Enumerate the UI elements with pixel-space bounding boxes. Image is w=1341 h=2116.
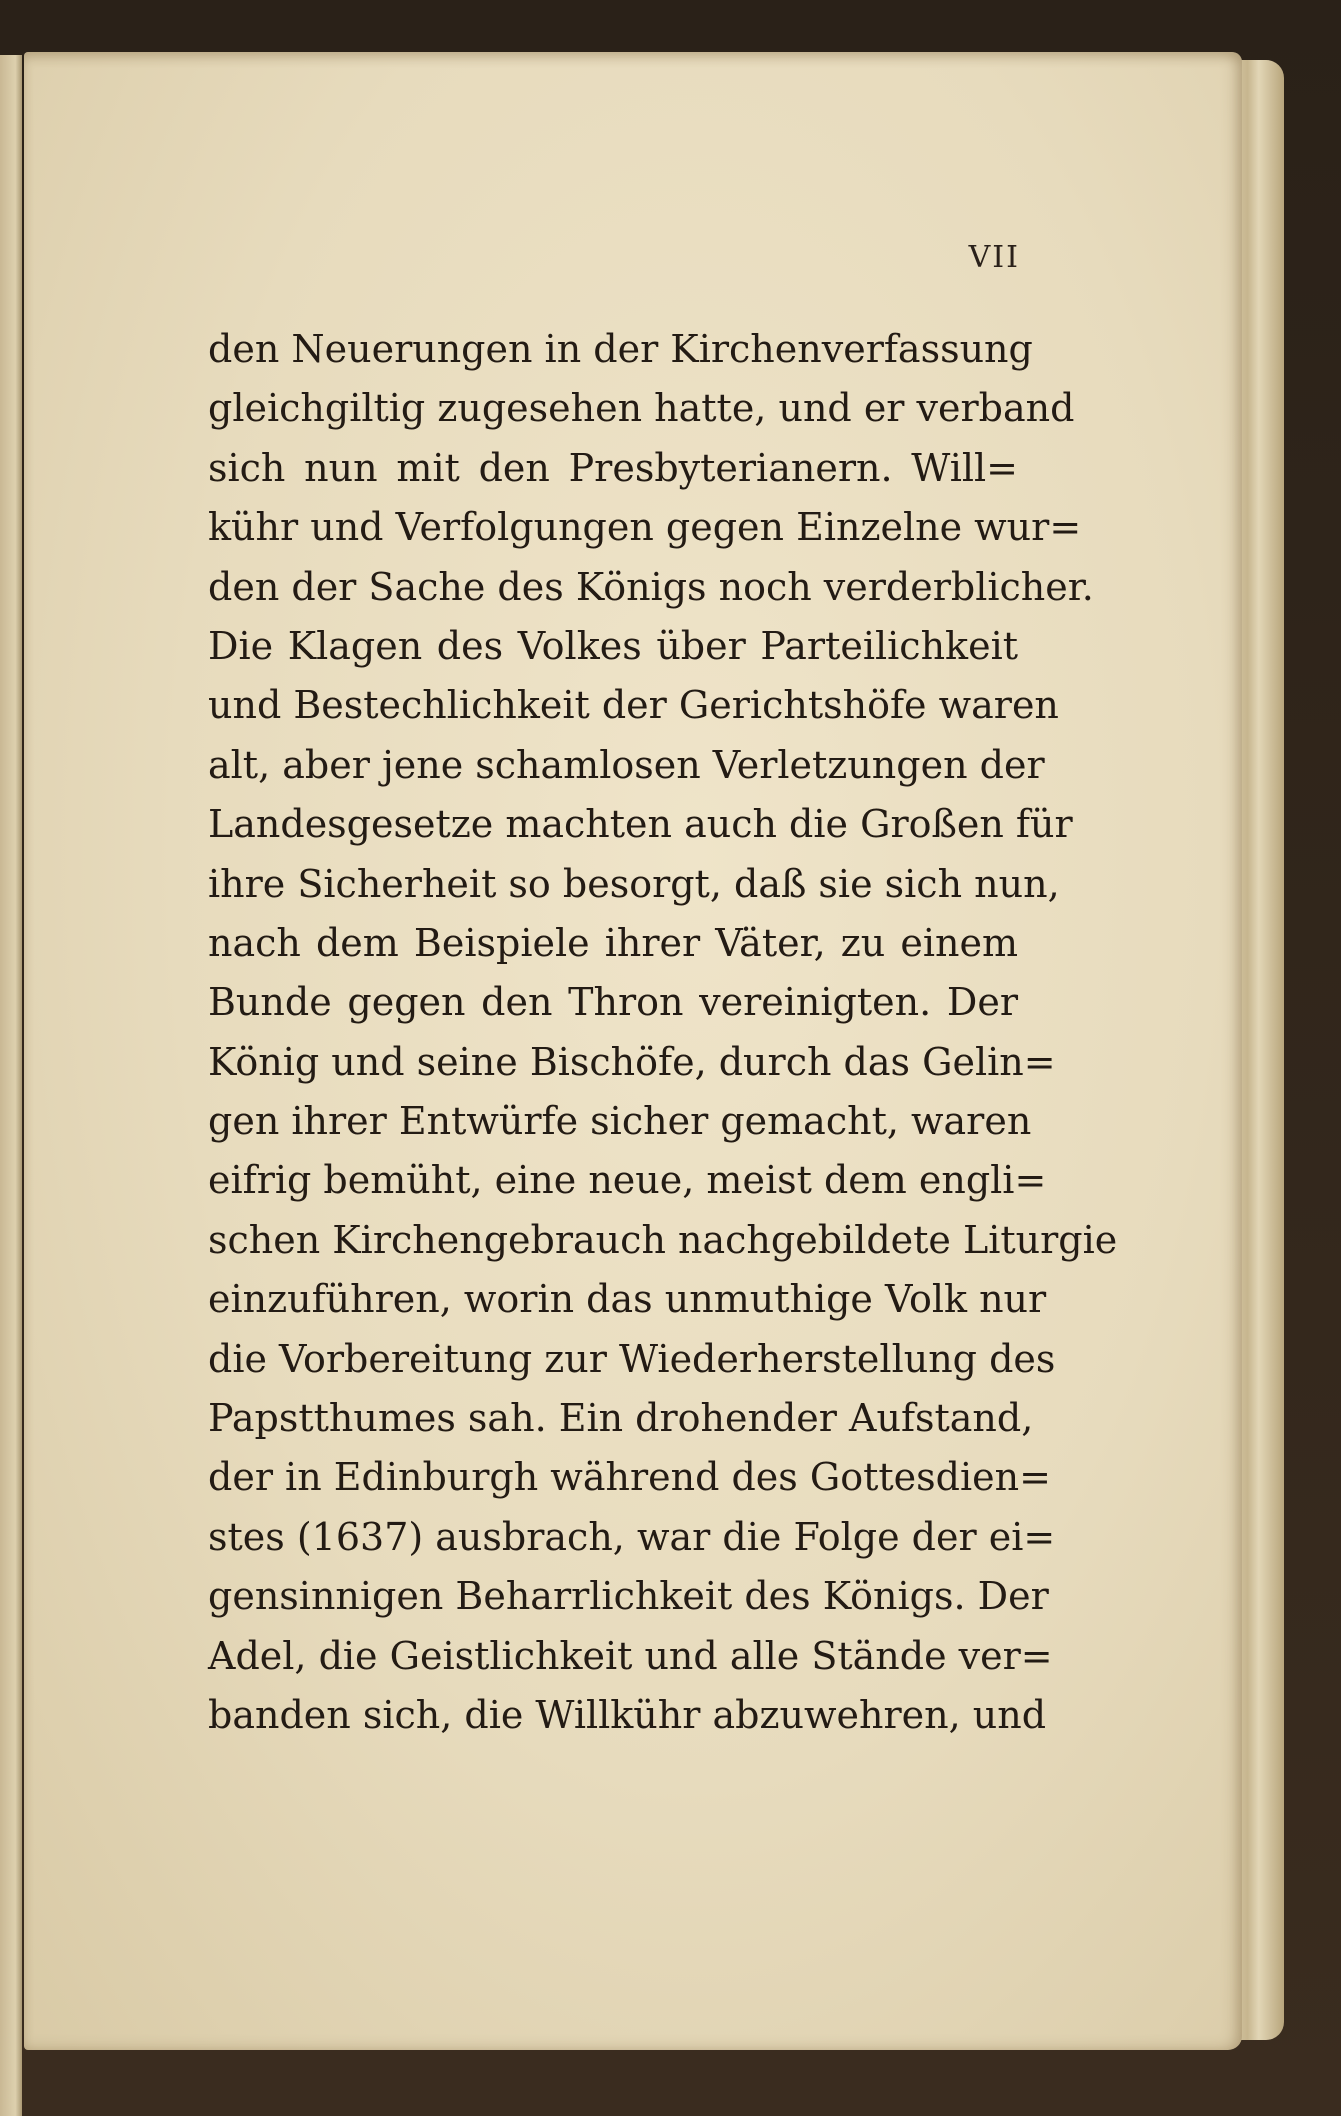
- text-line: die Vorbereitung zur Wiederherstellung des: [208, 1336, 1056, 1381]
- text-line: einzuführen, worin das unmuthige Volk nur: [208, 1277, 1047, 1322]
- text-line: den Neuerungen in der Kirchenverfassung: [208, 327, 1033, 371]
- text-line: gen ihrer Entwürfe sicher gemacht, waren: [208, 1099, 1032, 1144]
- text-line: Bunde gegen den Thron vereinigten. Der: [208, 980, 1018, 1025]
- body-text: [208, 320, 1118, 1745]
- text-line: der in Edinburgh während des Gottesdien=: [208, 1455, 1051, 1500]
- text-line: Papstthumes sah. Ein drohender Aufstand,: [208, 1396, 1034, 1441]
- text-line: König und seine Bischöfe, durch das Gelin=: [208, 1039, 1056, 1084]
- text-line: sich nun mit den Presbyterianern. Will=: [208, 445, 1018, 490]
- text-line: eifrig bemüht, eine neue, meist dem engli=: [208, 1158, 1047, 1203]
- text-line: Die Klagen des Volkes über Parteilichkeit: [208, 623, 1018, 668]
- text-line: banden sich, die Willkühr abzuwehren, und: [208, 1692, 1047, 1737]
- text-line: stes (1637) ausbrach, war die Folge der ei=: [208, 1514, 1056, 1559]
- text-line: nach dem Beispiele ihrer Väter, zu einem: [208, 920, 1018, 965]
- left-page-edge: [0, 55, 22, 2116]
- text-line: schen Kirchengebrauch nachgebildete Liturgie: [208, 1217, 1118, 1262]
- text-line: den der Sache des Königs noch verderblicher.: [208, 564, 1094, 609]
- text-line: Adel, die Geistlichkeit und alle Stände ver=: [208, 1633, 1053, 1678]
- text-line: und Bestechlichkeit der Gerichtshöfe waren: [208, 683, 1059, 728]
- text-line: ihre Sicherheit so besorgt, daß sie sich nun,: [208, 861, 1060, 906]
- text-line: gleichgiltig zugesehen hatte, und er verband: [208, 386, 1075, 431]
- text-line: gensinnigen Beharrlichkeit des Königs. Der: [208, 1574, 1049, 1619]
- page-number: VII: [968, 240, 1020, 275]
- text-line: Landesgesetze machten auch die Großen für: [208, 802, 1073, 847]
- text-line: kühr und Verfolgungen gegen Einzelne wur=: [208, 505, 1082, 550]
- text-line: alt, aber jene schamlosen Verletzungen der: [208, 742, 1045, 787]
